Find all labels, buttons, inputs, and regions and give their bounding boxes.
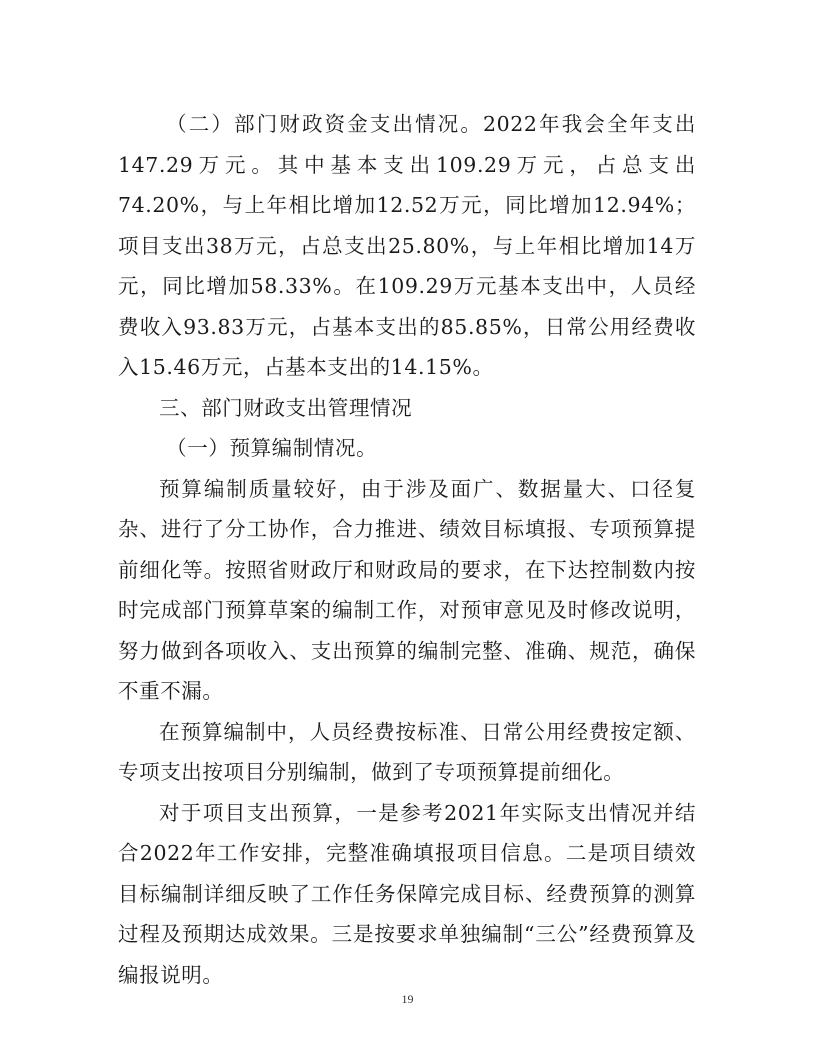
paragraph-project-expenditure-budget: 对于项目支出预算，一是参考2021年实际支出情况并结合2022年工作安排，完整准确填报项目信息。二是项目绩效目标编制详细反映了工作任务保障完成目标、经费预算的测算过程及预期达成效果。三是按要求单独编制“三公”经费预算及编报说明。 bbox=[118, 800, 696, 987]
paragraph-expenditure-summary: （二）部门财政资金支出情况。2022年我会全年支出147.29万元。其中基本支出109.29万元，占总支出74.20%，与上年相比增加12.52万元，同比增加12.94%；项目支出38万元，占总支出25.80%，与上年相比增加14万元，同比增加58.33%。在109.29万元基本支出中，人员经费收入93.83万元，占基本支出的85.85%，日常公用经费收入15.46万元，占基本支出的14.15%。 bbox=[118, 112, 696, 379]
section-heading-expenditure-management: 三、部门财政支出管理情况 bbox=[159, 395, 413, 420]
document-body bbox=[118, 104, 696, 995]
subsection-heading-budget-preparation: （一）预算编制情况。 bbox=[166, 436, 378, 460]
paragraph-budget-preparation-method: 在预算编制中，人员经费按标准、日常公用经费按定额、专项支出按项目分别编制，做到了专项预算提前细化。 bbox=[118, 719, 696, 784]
paragraph-budget-quality: 预算编制质量较好，由于涉及面广、数据量大、口径复杂、进行了分工协作，合力推进、绩效目标填报、专项预算提前细化等。按照省财政厅和财政局的要求，在下达控制数内按时完成部门预算草案的编制工作，对预审意见及时修改说明，努力做到各项收入、支出预算的编制完整、准确、规范，确保不重不漏。 bbox=[118, 476, 696, 703]
page-number: 19 bbox=[401, 992, 414, 1006]
